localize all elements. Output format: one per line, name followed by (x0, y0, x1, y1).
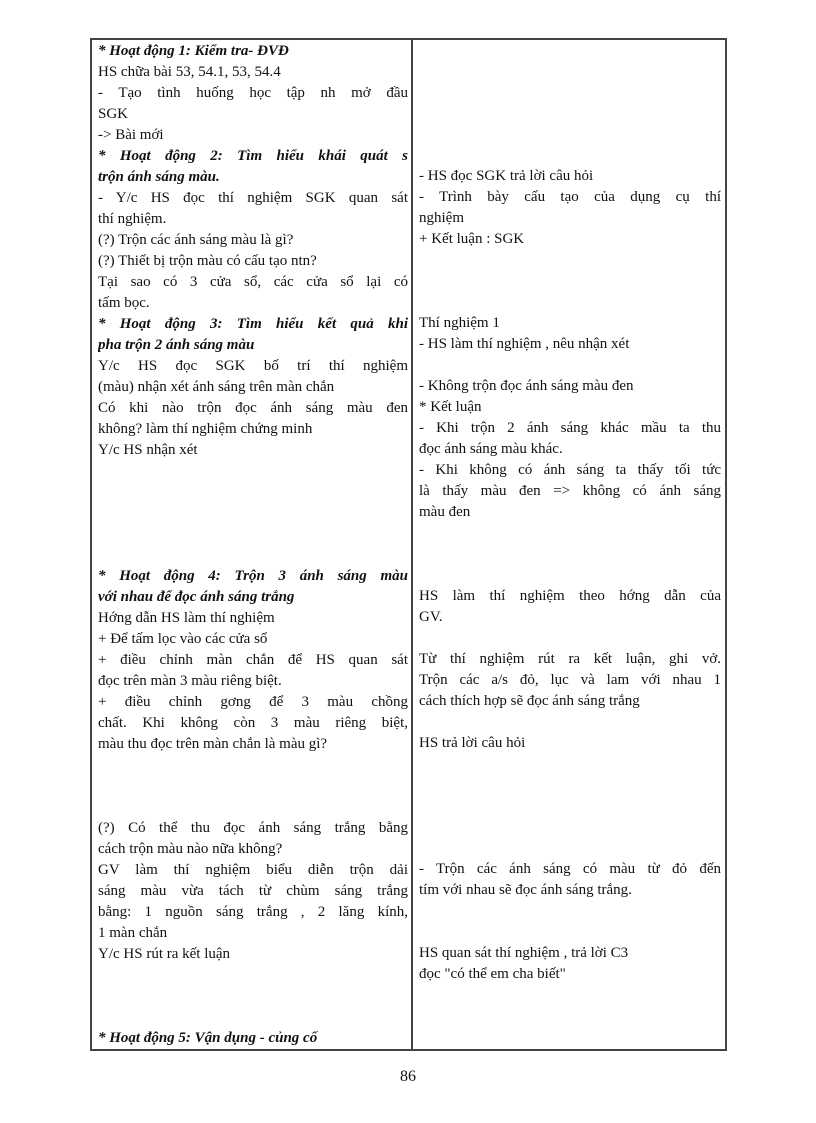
student-activity-line (419, 271, 721, 292)
student-activity-line: tím với nhau sẽ đọc ánh sáng trắng. (419, 882, 632, 898)
teacher-activity-line (98, 797, 408, 818)
student-activity-line (419, 565, 721, 586)
teacher-activity-line: trộn ánh sáng màu. (98, 169, 220, 185)
student-activity-line: - Không trộn đọc ánh sáng màu đen (419, 378, 634, 394)
teacher-activity-line: -> Bài mới (98, 127, 164, 143)
student-activity-line (419, 523, 721, 544)
teacher-activity-line: 1 màn chắn (98, 925, 168, 941)
student-activity-line: Từ thí nghiệm rút ra kết luận, ghi vở. (419, 651, 721, 667)
student-activity-line (419, 922, 721, 943)
teacher-activity-line: cách trộn màu nào nữa không? (98, 841, 283, 857)
lesson-table (90, 38, 727, 1051)
student-activity-line (419, 292, 721, 313)
teacher-activity-line (98, 461, 408, 482)
teacher-activity-line: không? làm thí nghiệm chứng minh (98, 421, 313, 437)
student-activity-line: Thí nghiệm 1 (419, 315, 500, 331)
teacher-activity-line: tấm bọc. (98, 295, 150, 311)
student-activity-line (419, 901, 721, 922)
teacher-activity-line: (màu) nhận xét ánh sáng trên màn chắn (98, 379, 335, 395)
student-activity-line: * Kết luận (419, 399, 482, 415)
student-activity-column (413, 40, 725, 985)
teacher-activity-line: màu thu đọc trên màn chắn là màu gì? (98, 736, 328, 752)
teacher-activity-line (98, 986, 408, 1007)
teacher-activity-line: + điều chỉnh màn chắn để HS quan sát (98, 652, 408, 668)
student-activity-line (419, 40, 721, 61)
student-activity-line: HS quan sát thí nghiệm , trả lời C3 (419, 945, 629, 961)
student-activity-line: Trộn các a/s đỏ, lục và lam với nhau 1 (419, 672, 721, 688)
student-activity-line (419, 145, 721, 166)
student-activity-line: + Kết luận : SGK (419, 231, 525, 247)
student-activity-line (419, 775, 721, 796)
teacher-activity-line: với nhau để đọc ánh sáng trắng (98, 589, 295, 605)
teacher-activity-line: * Hoạt động 3: Tìm hiểu kết quả khi (98, 316, 408, 332)
student-activity-line: - Khi không có ánh sáng ta thấy tối tức (419, 462, 721, 478)
teacher-activity-line: sáng màu vừa tách từ chùm sáng trắng (98, 883, 408, 899)
student-activity-line: HS làm thí nghiệm theo hớng dẫn của (419, 588, 721, 604)
teacher-activity-line: (?) Có thể thu đọc ánh sáng trắng bằng (98, 820, 408, 836)
teacher-activity-line (98, 965, 408, 986)
teacher-activity-line: * Hoạt động 1: Kiểm tra- ĐVĐ (98, 43, 289, 59)
student-activity-line: - HS đọc SGK trả lời câu hỏi (419, 168, 594, 184)
teacher-activity-line (98, 524, 408, 545)
teacher-activity-line: bằng: 1 nguồn sáng trắng , 2 lăng kính, (98, 904, 408, 920)
teacher-activity-line: * Hoạt động 4: Trộn 3 ánh sáng màu (98, 568, 408, 584)
teacher-activity-column (92, 40, 411, 1049)
teacher-activity-line (98, 755, 408, 776)
student-activity-line (419, 754, 721, 775)
student-activity-line: đọc ánh sáng màu khác. (419, 441, 563, 457)
student-activity-line: màu đen (419, 504, 471, 520)
teacher-activity-line: * Hoạt động 5: Vận dụng - củng cố (98, 1030, 318, 1046)
teacher-activity-line: * Hoạt động 2: Tìm hiểu khái quát s (98, 148, 408, 164)
student-activity-line (419, 817, 721, 838)
student-activity-line (419, 628, 721, 649)
student-activity-line: - HS làm thí nghiệm , nêu nhận xét (419, 336, 630, 352)
teacher-activity-line: đọc trên màn 3 màu riêng biệt. (98, 673, 282, 689)
teacher-activity-line: + Để tấm lọc vào các cửa sổ (98, 631, 268, 647)
teacher-activity-line: (?) Thiết bị trộn màu có cấu tạo ntn? (98, 253, 317, 269)
student-activity-line (419, 355, 721, 376)
student-activity-line: cách thích hợp sẽ đọc ánh sáng trắng (419, 693, 640, 709)
student-activity-line: - Trộn các ánh sáng có màu từ đỏ đến (419, 861, 721, 877)
teacher-activity-line (98, 1007, 408, 1028)
teacher-activity-line: HS chữa bài 53, 54.1, 53, 54.4 (98, 64, 281, 80)
teacher-activity-line: Y/c HS nhận xét (98, 442, 198, 458)
student-activity-line: GV. (419, 609, 443, 625)
teacher-activity-line: GV làm thí nghiệm biểu diễn trộn dải (98, 862, 408, 878)
page-number: 86 (400, 1068, 416, 1085)
teacher-activity-line: + điều chỉnh gơng để 3 màu chồng (98, 694, 408, 710)
teacher-activity-line: Y/c HS rút ra kết luận (98, 946, 231, 962)
teacher-activity-line: thí nghiệm. (98, 211, 167, 227)
student-activity-line: đọc "có thể em cha biết" (419, 966, 566, 982)
student-activity-line (419, 103, 721, 124)
student-activity-line (419, 796, 721, 817)
teacher-activity-line: Có khi nào trộn đọc ánh sáng màu đen (98, 400, 408, 416)
teacher-activity-line (98, 776, 408, 797)
teacher-activity-line: Hớng dẫn HS làm thí nghiệm (98, 610, 275, 626)
teacher-activity-line: - Tạo tình huống học tập nh mở đầu (98, 85, 408, 101)
teacher-activity-line: chất. Khi không còn 3 màu riêng biệt, (98, 715, 408, 731)
student-activity-line: là thấy màu đen => không có ánh sáng (419, 483, 721, 499)
student-activity-line (419, 544, 721, 565)
student-activity-line (419, 712, 721, 733)
teacher-activity-line: SGK (98, 106, 129, 122)
student-activity-line (419, 61, 721, 82)
student-activity-line: nghiệm (419, 210, 464, 226)
student-activity-line: HS trả lời câu hỏi (419, 735, 526, 751)
student-activity-line: - Trình bày cấu tạo của dụng cụ thí (419, 189, 721, 205)
student-activity-line (419, 82, 721, 103)
teacher-activity-line: Tại sao có 3 cửa sổ, các cửa sổ lại có (98, 274, 408, 290)
teacher-activity-line: pha trộn 2 ánh sáng màu (98, 337, 255, 353)
teacher-activity-line: (?) Trộn các ánh sáng màu là gì? (98, 232, 294, 248)
teacher-activity-line (98, 503, 408, 524)
student-activity-line (419, 250, 721, 271)
teacher-activity-line: - Y/c HS đọc thí nghiệm SGK quan sát (98, 190, 408, 206)
teacher-activity-line (98, 545, 408, 566)
student-activity-line (419, 838, 721, 859)
student-activity-line (419, 124, 721, 145)
teacher-activity-line (98, 482, 408, 503)
teacher-activity-line: Y/c HS đọc SGK bố trí thí nghiệm (98, 358, 408, 374)
student-activity-line: - Khi trộn 2 ánh sáng khác mầu ta thu (419, 420, 721, 436)
